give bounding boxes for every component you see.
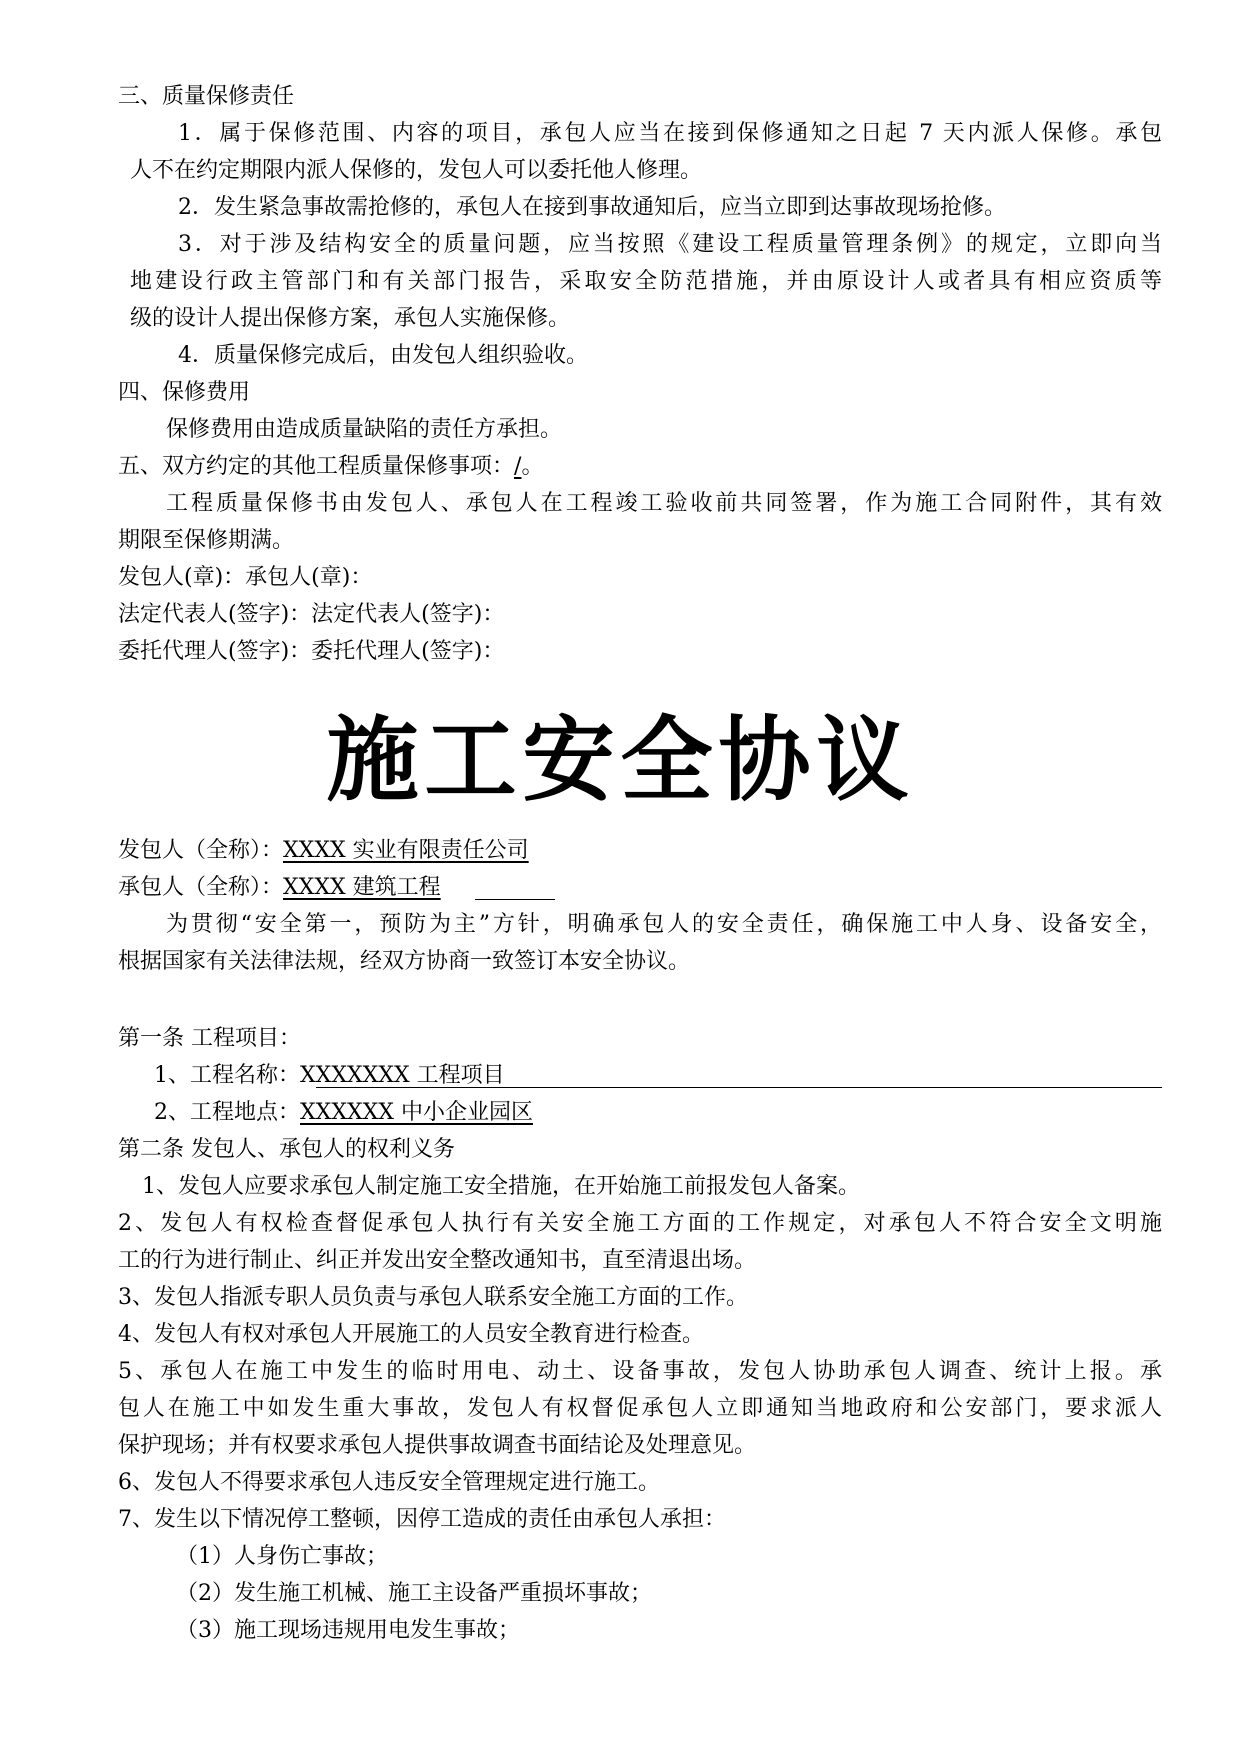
- clause-line: 7、发生以下情况停工整顿，因停工造成的责任由承包人承担：: [118, 1507, 726, 1532]
- sub-clause-line: （2）发生施工机械、施工主设备严重损坏事故；: [176, 1581, 652, 1606]
- paragraph-line: 工程质量保修书由发包人、承包人在工程竣工验收前共同签署，作为施工合同附件，其有效: [166, 491, 1162, 516]
- project-name-line: [154, 1057, 505, 1094]
- project-site-line: [154, 1094, 533, 1131]
- paragraph-line: 级的设计人提出保修方案，承包人实施保修。: [130, 306, 571, 331]
- paragraph-line: 人不在约定期限内派人保修的，发包人可以委托他人修理。: [130, 158, 703, 183]
- paragraph-line: 2．发生紧急事故需抢修的，承包人在接到事故通知后，应当立即到达事故现场抢修。: [178, 195, 1006, 220]
- article-heading: 第一条 工程项目：: [118, 1026, 301, 1051]
- section-heading: 三、质量保修责任: [118, 84, 295, 109]
- intro-line: 为贯彻“安全第一，预防为主”方针，明确承包人的安全责任，确保施工中人身、设备安全，: [166, 912, 1162, 937]
- project-site-label: 2、工程地点：: [154, 1100, 300, 1125]
- project-name-label: 1、工程名称：: [154, 1063, 300, 1088]
- clause-line: 2、发包人有权检查督促承包人执行有关安全施工方面的工作规定，对承包人不符合安全文明施: [118, 1211, 1162, 1236]
- clause-line: 5、承包人在施工中发生的临时用电、动土、设备事故，发包人协助承包人调查、统计上报。承: [118, 1359, 1162, 1384]
- section-heading-sec5: [118, 448, 543, 485]
- signature-legal-line: 法定代表人(签字)：法定代表人(签字)：: [118, 602, 505, 627]
- project-name-underline: [316, 1087, 1162, 1088]
- project-site-value: XXXXXX 中小企业园区: [300, 1100, 533, 1125]
- employer-label: 发包人（全称）：: [118, 838, 284, 863]
- employer-line: [118, 832, 529, 869]
- section-heading: 四、保修费用: [118, 380, 251, 405]
- clause-line: 4、发包人有权对承包人开展施工的人员安全教育进行检查。: [118, 1322, 704, 1347]
- employer-value: XXXX 实业有限责任公司: [283, 838, 529, 863]
- intro-line: 根据国家有关法律法规，经双方协商一致签订本安全协议。: [118, 949, 691, 974]
- clause-line: 保护现场；并有权要求承包人提供事故调查书面结论及处理意见。: [118, 1433, 757, 1458]
- paragraph-line: 4．质量保修完成后，由发包人组织验收。: [178, 343, 588, 368]
- sec5-suffix: 。: [521, 454, 544, 479]
- clause-line: 3、发包人指派专职人员负责与承包人联系安全施工方面的工作。: [118, 1285, 748, 1310]
- signature-agent-line: 委托代理人(签字)：委托代理人(签字)：: [118, 639, 505, 664]
- agreement-title: 施工安全协议: [326, 706, 915, 814]
- paragraph-line: 保修费用由造成质量缺陷的责任方承担。: [166, 417, 563, 442]
- sec5-prefix: 五、双方约定的其他工程质量保修事项：: [118, 454, 515, 479]
- clause-line: 包人在施工中如发生重大事故，发包人有权督促承包人立即通知当地政府和公安部门，要求派人: [118, 1396, 1162, 1421]
- contractor-line: [118, 869, 441, 906]
- paragraph-line: 期限至保修期满。: [118, 528, 295, 553]
- clause-line: 6、发包人不得要求承包人违反安全管理规定进行施工。: [118, 1470, 660, 1495]
- sec5-value: /: [514, 454, 522, 479]
- project-name-value: XXXXXXX 工程项目: [300, 1063, 505, 1088]
- sub-clause-line: （3）施工现场违规用电发生事故；: [176, 1618, 520, 1643]
- clause-line: 1、发包人应要求承包人制定施工安全措施，在开始施工前报发包人备案。: [142, 1174, 860, 1199]
- paragraph-line: 地建设行政主管部门和有关部门报告，采取安全防范措施，并由原设计人或者具有相应资质等: [130, 269, 1162, 294]
- contractor-label: 承包人（全称）：: [118, 875, 284, 900]
- paragraph-line: 1．属于保修范围、内容的项目，承包人应当在接到保修通知之日起 7 天内派人保修。承包: [178, 121, 1162, 146]
- contractor-value: XXXX 建筑工程: [283, 875, 441, 900]
- article-heading: 第二条 发包人、承包人的权利义务: [118, 1137, 455, 1162]
- paragraph-line: 3．对于涉及结构安全的质量问题，应当按照《建设工程质量管理条例》的规定，立即向当: [178, 232, 1162, 257]
- contractor-blank-underline: [475, 899, 555, 900]
- signature-seal-line: 发包人(章)：承包人(章)：: [118, 565, 373, 590]
- sub-clause-line: （1）人身伤亡事故；: [176, 1544, 388, 1569]
- clause-line: 工的行为进行制止、纠正并发出安全整改通知书，直至清退出场。: [118, 1248, 757, 1273]
